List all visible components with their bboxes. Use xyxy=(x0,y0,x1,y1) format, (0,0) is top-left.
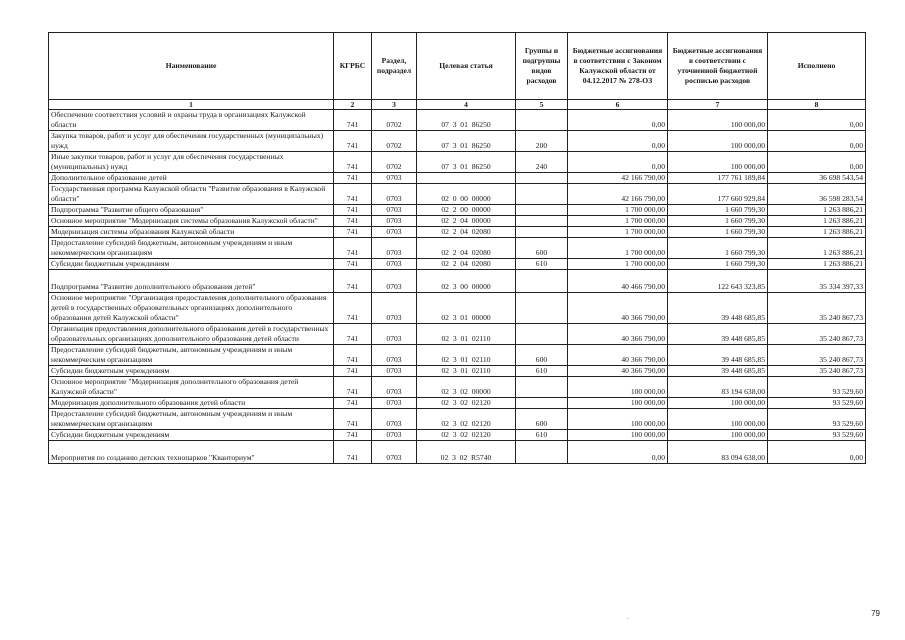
row-name-cell: Субсидии бюджетным учреждениям xyxy=(49,366,334,377)
row-law-amount-cell: 1 700 000,00 xyxy=(568,227,668,238)
header-refined: Бюджетные ассигнования в соответствии с уточненной бюджетной росписью расходов xyxy=(668,33,768,100)
row-name-cell: Основное мероприятие "Модернизация системы образования Калужской области" xyxy=(49,216,334,227)
row-name-cell: Подпрограмма "Развитие дополнительного образования детей" xyxy=(49,270,334,293)
header-groups: Группы и подгруппы видов расходов xyxy=(516,33,568,100)
row-target-cell: 02 2 04 00000 xyxy=(417,216,516,227)
row-target-cell: 07 3 01 86250 xyxy=(417,152,516,173)
row-refined-amount-cell: 39 448 685,85 xyxy=(668,293,768,324)
row-name-cell: Субсидии бюджетным учреждениям xyxy=(49,430,334,441)
table-row xyxy=(49,366,866,377)
header-executed: Исполнено xyxy=(768,33,866,100)
row-section-cell: 0703 xyxy=(372,205,417,216)
row-group-cell: 610 xyxy=(516,430,568,441)
row-kgrbs-cell: 741 xyxy=(334,377,372,398)
row-executed-amount-cell: 35 334 397,33 xyxy=(768,270,866,293)
row-kgrbs-cell: 741 xyxy=(334,131,372,152)
row-executed-amount-cell: 93 529,60 xyxy=(768,398,866,409)
row-executed-amount-cell: 35 240 867,73 xyxy=(768,324,866,345)
table-row xyxy=(49,238,866,259)
header-kgrbs: КГРБС xyxy=(334,33,372,100)
row-target-cell: 02 3 01 00000 xyxy=(417,293,516,324)
row-name-cell: Подпрограмма "Развитие общего образования" xyxy=(49,205,334,216)
row-name-cell: Основное мероприятие "Модернизация дополнительного образования детей Калужской области" xyxy=(49,377,334,398)
row-name-cell: Иные закупки товаров, работ и услуг для обеспечения государственных (муниципальных) нужд xyxy=(49,152,334,173)
row-group-cell: 610 xyxy=(516,259,568,270)
row-executed-amount-cell: 1 263 886,21 xyxy=(768,216,866,227)
row-target-cell xyxy=(417,173,516,184)
row-group-cell xyxy=(516,398,568,409)
row-refined-amount-cell: 100 000,00 xyxy=(668,131,768,152)
table-row xyxy=(49,270,866,293)
row-target-cell: 07 3 01 86250 xyxy=(417,131,516,152)
row-section-cell: 0703 xyxy=(372,409,417,430)
row-executed-amount-cell: 35 240 867,73 xyxy=(768,293,866,324)
table-row xyxy=(49,259,866,270)
row-group-cell xyxy=(516,227,568,238)
row-law-amount-cell: 40 366 790,00 xyxy=(568,293,668,324)
row-law-amount-cell: 40 366 790,00 xyxy=(568,345,668,366)
row-section-cell: 0703 xyxy=(372,238,417,259)
row-group-cell: 600 xyxy=(516,345,568,366)
row-group-cell xyxy=(516,173,568,184)
column-number-row xyxy=(49,100,866,110)
row-group-cell xyxy=(516,441,568,464)
page-number: 79 xyxy=(871,609,880,618)
row-target-cell: 02 2 04 02080 xyxy=(417,238,516,259)
row-kgrbs-cell: 741 xyxy=(334,184,372,205)
row-target-cell: 02 3 01 02110 xyxy=(417,366,516,377)
row-refined-amount-cell: 39 448 685,85 xyxy=(668,324,768,345)
row-law-amount-cell: 100 000,00 xyxy=(568,409,668,430)
row-refined-amount-cell: 1 660 799,30 xyxy=(668,227,768,238)
row-section-cell: 0703 xyxy=(372,430,417,441)
row-group-cell: 200 xyxy=(516,131,568,152)
row-group-cell: 600 xyxy=(516,409,568,430)
row-executed-amount-cell: 93 529,60 xyxy=(768,430,866,441)
row-name-cell: Мероприятия по созданию детских технопарков "Кванториум" xyxy=(49,441,334,464)
row-target-cell: 02 0 00 00000 xyxy=(417,184,516,205)
row-section-cell: 0703 xyxy=(372,259,417,270)
row-kgrbs-cell: 741 xyxy=(334,238,372,259)
row-target-cell: 02 3 02 02120 xyxy=(417,409,516,430)
table-row xyxy=(49,324,866,345)
table-row xyxy=(49,398,866,409)
column-number: 7 xyxy=(668,100,768,110)
row-law-amount-cell: 0,00 xyxy=(568,441,668,464)
row-refined-amount-cell: 83 194 638,00 xyxy=(668,377,768,398)
table-row xyxy=(49,441,866,464)
row-law-amount-cell: 0,00 xyxy=(568,152,668,173)
table-row xyxy=(49,377,866,398)
row-kgrbs-cell: 741 xyxy=(334,441,372,464)
table-row xyxy=(49,216,866,227)
row-name-cell: Дополнительное образование детей xyxy=(49,173,334,184)
row-name-cell: Предоставление субсидий бюджетным, автономным учреждениям и иным некоммерческим организациям xyxy=(49,345,334,366)
row-group-cell: 240 xyxy=(516,152,568,173)
row-refined-amount-cell: 100 000,00 xyxy=(668,152,768,173)
row-law-amount-cell: 42 166 790,00 xyxy=(568,184,668,205)
table-row xyxy=(49,184,866,205)
row-refined-amount-cell: 100 000,00 xyxy=(668,430,768,441)
row-section-cell: 0703 xyxy=(372,293,417,324)
row-refined-amount-cell: 39 448 685,85 xyxy=(668,345,768,366)
row-name-cell: Предоставление субсидий бюджетным, автономным учреждениям и иным некоммерческим организациям xyxy=(49,238,334,259)
row-law-amount-cell: 1 700 000,00 xyxy=(568,205,668,216)
row-law-amount-cell: 40 366 790,00 xyxy=(568,324,668,345)
budget-report-sheet xyxy=(48,32,866,464)
header-name: Наименование xyxy=(49,33,334,100)
row-kgrbs-cell: 741 xyxy=(334,398,372,409)
row-law-amount-cell: 40 366 790,00 xyxy=(568,366,668,377)
row-refined-amount-cell: 100 000,00 xyxy=(668,398,768,409)
row-executed-amount-cell: 0,00 xyxy=(768,110,866,131)
row-target-cell: 02 2 04 02080 xyxy=(417,227,516,238)
row-target-cell: 02 3 00 00000 xyxy=(417,270,516,293)
row-name-cell: Основное мероприятие "Организация предоставления дополнительного образования детей в государственных образовательных организациях дополнительного образования детей Калужской области" xyxy=(49,293,334,324)
row-kgrbs-cell: 741 xyxy=(334,345,372,366)
row-law-amount-cell: 100 000,00 xyxy=(568,377,668,398)
row-executed-amount-cell: 0,00 xyxy=(768,131,866,152)
row-section-cell: 0703 xyxy=(372,173,417,184)
row-executed-amount-cell: 1 263 886,21 xyxy=(768,205,866,216)
row-kgrbs-cell: 741 xyxy=(334,173,372,184)
row-law-amount-cell: 42 166 790,00 xyxy=(568,173,668,184)
row-name-cell: Организация предоставления дополнительного образования детей в государственных образовательных организациях дополнительного образования детей области xyxy=(49,324,334,345)
row-section-cell: 0703 xyxy=(372,366,417,377)
row-kgrbs-cell: 741 xyxy=(334,227,372,238)
row-name-cell: Модернизация дополнительного образования детей области xyxy=(49,398,334,409)
row-target-cell: 02 3 01 02110 xyxy=(417,324,516,345)
row-kgrbs-cell: 741 xyxy=(334,293,372,324)
row-section-cell: 0703 xyxy=(372,345,417,366)
row-name-cell: Обеспечение соответствия условий и охраны труда в организациях Калужской области xyxy=(49,110,334,131)
row-refined-amount-cell: 1 660 799,30 xyxy=(668,259,768,270)
row-section-cell: 0703 xyxy=(372,441,417,464)
row-refined-amount-cell: 100 000,00 xyxy=(668,409,768,430)
row-target-cell: 02 3 02 R5740 xyxy=(417,441,516,464)
row-group-cell xyxy=(516,377,568,398)
scan-speck: . xyxy=(627,615,629,621)
row-law-amount-cell: 100 000,00 xyxy=(568,430,668,441)
row-refined-amount-cell: 177 660 929,84 xyxy=(668,184,768,205)
row-group-cell xyxy=(516,110,568,131)
row-group-cell xyxy=(516,216,568,227)
row-target-cell: 02 2 04 02080 xyxy=(417,259,516,270)
row-executed-amount-cell: 1 263 886,21 xyxy=(768,238,866,259)
row-law-amount-cell: 100 000,00 xyxy=(568,398,668,409)
row-law-amount-cell: 1 700 000,00 xyxy=(568,238,668,259)
row-refined-amount-cell: 39 448 685,85 xyxy=(668,366,768,377)
table-row xyxy=(49,110,866,131)
row-name-cell: Субсидии бюджетным учреждениям xyxy=(49,259,334,270)
row-refined-amount-cell: 177 761 189,84 xyxy=(668,173,768,184)
row-law-amount-cell: 40 466 790,00 xyxy=(568,270,668,293)
table-row xyxy=(49,152,866,173)
row-group-cell xyxy=(516,205,568,216)
row-target-cell: 02 3 02 02120 xyxy=(417,430,516,441)
header-law: Бюджетные ассигнования в соответствии с Законом Калужской области от 04.12.2017 № 278-ОЗ xyxy=(568,33,668,100)
row-group-cell xyxy=(516,184,568,205)
table-row xyxy=(49,227,866,238)
row-executed-amount-cell: 93 529,60 xyxy=(768,377,866,398)
header-target: Целевая статья xyxy=(417,33,516,100)
table-row xyxy=(49,293,866,324)
table-body xyxy=(49,110,866,464)
row-kgrbs-cell: 741 xyxy=(334,110,372,131)
row-kgrbs-cell: 741 xyxy=(334,205,372,216)
header-row xyxy=(49,33,866,100)
row-executed-amount-cell: 93 529,60 xyxy=(768,409,866,430)
row-kgrbs-cell: 741 xyxy=(334,270,372,293)
row-name-cell: Государственная программа Калужской области "Развитие образования в Калужской области" xyxy=(49,184,334,205)
table-row xyxy=(49,173,866,184)
table-row xyxy=(49,205,866,216)
row-section-cell: 0703 xyxy=(372,227,417,238)
column-number: 8 xyxy=(768,100,866,110)
table-row xyxy=(49,131,866,152)
row-law-amount-cell: 0,00 xyxy=(568,131,668,152)
column-number: 2 xyxy=(334,100,372,110)
row-refined-amount-cell: 1 660 799,30 xyxy=(668,205,768,216)
row-law-amount-cell: 1 700 000,00 xyxy=(568,259,668,270)
column-number: 4 xyxy=(417,100,516,110)
row-section-cell: 0703 xyxy=(372,270,417,293)
row-target-cell: 02 3 02 00000 xyxy=(417,377,516,398)
row-section-cell: 0703 xyxy=(372,216,417,227)
row-executed-amount-cell: 0,00 xyxy=(768,441,866,464)
row-section-cell: 0703 xyxy=(372,324,417,345)
row-law-amount-cell: 0,00 xyxy=(568,110,668,131)
row-section-cell: 0702 xyxy=(372,110,417,131)
table-row xyxy=(49,430,866,441)
row-executed-amount-cell: 1 263 886,21 xyxy=(768,259,866,270)
budget-table xyxy=(48,32,866,464)
row-refined-amount-cell: 100 000,00 xyxy=(668,110,768,131)
row-kgrbs-cell: 741 xyxy=(334,216,372,227)
row-section-cell: 0702 xyxy=(372,152,417,173)
row-target-cell: 02 2 00 00000 xyxy=(417,205,516,216)
row-section-cell: 0703 xyxy=(372,398,417,409)
column-number: 6 xyxy=(568,100,668,110)
row-kgrbs-cell: 741 xyxy=(334,259,372,270)
row-refined-amount-cell: 1 660 799,30 xyxy=(668,238,768,259)
row-group-cell: 610 xyxy=(516,366,568,377)
row-executed-amount-cell: 36 598 283,54 xyxy=(768,184,866,205)
row-kgrbs-cell: 741 xyxy=(334,324,372,345)
row-executed-amount-cell: 35 240 867,73 xyxy=(768,345,866,366)
row-kgrbs-cell: 741 xyxy=(334,430,372,441)
row-executed-amount-cell: 0,00 xyxy=(768,152,866,173)
row-section-cell: 0703 xyxy=(372,184,417,205)
row-executed-amount-cell: 35 240 867,73 xyxy=(768,366,866,377)
row-target-cell: 02 3 01 02110 xyxy=(417,345,516,366)
header-section: Раздел, подраздел xyxy=(372,33,417,100)
row-refined-amount-cell: 83 094 638,00 xyxy=(668,441,768,464)
row-kgrbs-cell: 741 xyxy=(334,409,372,430)
row-section-cell: 0702 xyxy=(372,131,417,152)
row-section-cell: 0703 xyxy=(372,377,417,398)
column-number: 1 xyxy=(49,100,334,110)
row-group-cell xyxy=(516,270,568,293)
row-name-cell: Модернизация системы образования Калужской области xyxy=(49,227,334,238)
row-executed-amount-cell: 36 698 543,54 xyxy=(768,173,866,184)
row-law-amount-cell: 1 700 000,00 xyxy=(568,216,668,227)
row-target-cell: 07 3 01 86250 xyxy=(417,110,516,131)
column-number: 3 xyxy=(372,100,417,110)
row-group-cell: 600 xyxy=(516,238,568,259)
row-executed-amount-cell: 1 263 886,21 xyxy=(768,227,866,238)
row-name-cell: Закупка товаров, работ и услуг для обеспечения государственных (муниципальных) нужд xyxy=(49,131,334,152)
column-number: 5 xyxy=(516,100,568,110)
row-group-cell xyxy=(516,293,568,324)
row-kgrbs-cell: 741 xyxy=(334,152,372,173)
row-group-cell xyxy=(516,324,568,345)
row-refined-amount-cell: 122 643 323,85 xyxy=(668,270,768,293)
row-name-cell: Предоставление субсидий бюджетным, автономным учреждениям и иным некоммерческим организациям xyxy=(49,409,334,430)
row-refined-amount-cell: 1 660 799,30 xyxy=(668,216,768,227)
table-row xyxy=(49,409,866,430)
table-row xyxy=(49,345,866,366)
row-target-cell: 02 3 02 02120 xyxy=(417,398,516,409)
row-kgrbs-cell: 741 xyxy=(334,366,372,377)
